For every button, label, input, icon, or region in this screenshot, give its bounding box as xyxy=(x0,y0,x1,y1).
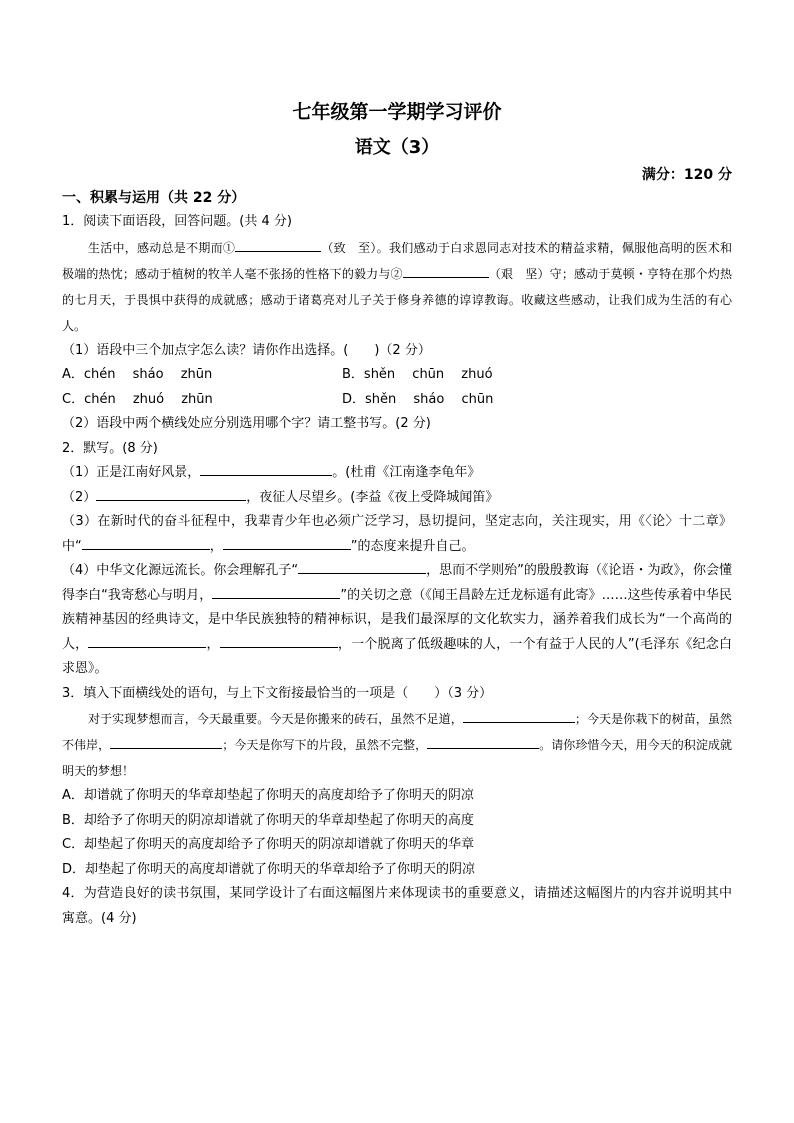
q1-option-c[interactable]: C．chén zhuó zhūn xyxy=(62,391,213,407)
exam-page xyxy=(62,100,732,931)
q1-passage-part1: 生活中，感动总是不期而① xyxy=(88,240,236,255)
q2-item-3-end: ”的态度来提升自己。 xyxy=(350,538,475,554)
q2-item-3-sep: ， xyxy=(209,538,223,554)
q3-option-b[interactable]: B．却给予了你明天的阴凉却谱就了你明天的华章却垫起了你明天的高度 xyxy=(62,812,474,828)
q2-item-1 xyxy=(62,461,732,486)
q2-prompt: 2．默写。(8 分) xyxy=(62,440,158,456)
q2-blank-7[interactable] xyxy=(88,633,206,648)
q3-passage-part4: 。请你珍惜今天，用今天的积淀成就明天的梦想！ xyxy=(62,738,732,778)
full-score: 满分：120 分 xyxy=(641,167,732,183)
q2-item-4-end: ，一个脱离了低级趣味的人，一个有益于人民的人”(毛泽东《纪念白求恩》。 xyxy=(62,636,732,676)
q2-blank-6[interactable] xyxy=(212,584,340,599)
q3-option-d[interactable]: D．却垫起了你明天的高度却谱就了你明天的华章却给予了你明天的阴凉 xyxy=(62,861,476,877)
q2-item-2 xyxy=(62,486,732,511)
q3-blank-3[interactable] xyxy=(427,734,539,749)
q1-option-a[interactable]: A．chén sháo zhūn xyxy=(62,367,213,382)
q2-item-4-text-3: ”的关切之意（《闻王昌龄左迁龙标遥有此寄》……这些传承着中华民族精神基因的经典诗文，是中华民族独特的精神标识，是我们最深厚的文化软实力，涵养着我们成长为“一个高尚的人， xyxy=(62,587,732,652)
section-heading: 一、积累与运用（共 22 分） xyxy=(62,190,246,206)
q2-blank-8[interactable] xyxy=(220,633,338,648)
q4-prompt: 4．为营造良好的读书氛围，某同学设计了右面这幅图片来体现读书的重要意义，请描述这幅图片的内容并说明其中寓意。(4 分) xyxy=(62,886,732,926)
q2-item-4-text-2: ，思而不学则殆”的殷殷教诲（《论语・为政》，你会懂得李白“我寄愁心与明月， xyxy=(62,563,732,603)
q2-blank-2[interactable] xyxy=(96,486,246,501)
q2-item-4 xyxy=(62,559,732,682)
q1-passage-part2: （致 至）。我们感动于白求恩同志对技术的精益求精，佩服他高明的医术和极端的热忱；感动于植树的牧羊人毫不张扬的性格下的毅力与② xyxy=(62,240,732,281)
q1-option-b[interactable]: B．shěn chūn zhuó xyxy=(342,367,493,382)
q1-sub1: （1）语段中三个加点字怎么读？请你作出选择。( )（2 分） xyxy=(62,342,431,358)
q2-item-3 xyxy=(62,510,732,559)
q1-passage xyxy=(62,235,732,339)
q2-item-4-text: （4）中华文化源远流长。你会理解孔子“ xyxy=(62,563,299,578)
q2-blank-3[interactable] xyxy=(82,535,210,550)
q2-item-2-text: ，夜征人尽望乡。(李益《夜上受降城闻笛》 xyxy=(246,489,499,505)
q3-passage xyxy=(62,706,732,784)
q1-option-d[interactable]: D．shěn sháo chūn xyxy=(342,391,494,407)
q2-blank-1[interactable] xyxy=(200,461,332,476)
q1-sub2: （2）语段中两个横线处应分别选用哪个字？请工整书写。(2 分) xyxy=(62,416,431,431)
q3-prompt: 3．填入下面横线处的语句，与上下文衔接最恰当的一项是（ ）（3 分） xyxy=(62,685,493,701)
q2-blank-4[interactable] xyxy=(223,535,351,550)
q1-prompt: 1．阅读下面语段，回答问题。(共 4 分) xyxy=(62,214,292,229)
q3-passage-part2: ；今天是你栽下的树苗，虽然不伟岸， xyxy=(62,712,732,752)
q2-item-1-source: 。(杜甫《江南逢李龟年》 xyxy=(332,465,481,480)
q1-options-row-1 xyxy=(62,363,732,388)
q2-item-4-sep: ， xyxy=(206,636,220,652)
q3-option-c[interactable]: C．却垫起了你明天的高度却给予了你明天的阴凉却谱就了你明天的华章 xyxy=(62,837,475,852)
page-title: 七年级第一学期学习评价 xyxy=(292,101,502,123)
q2-item-2-num: （2） xyxy=(62,489,97,505)
q1-options-row-2 xyxy=(62,388,732,413)
q2-blank-5[interactable] xyxy=(298,559,426,574)
q1-blank-2[interactable] xyxy=(403,263,489,278)
q3-passage-part1: 对于实现梦想而言，今天最重要。今天是你搬来的砖石，虽然不足道， xyxy=(88,712,463,726)
q1-blank-1[interactable] xyxy=(235,237,321,252)
q3-blank-1[interactable] xyxy=(463,708,575,723)
page-subtitle: 语文（3） xyxy=(354,137,440,158)
q3-blank-2[interactable] xyxy=(110,734,222,749)
q2-item-1-text: （1）正是江南好风景， xyxy=(62,465,201,480)
q3-passage-part3: ；今天是你写下的片段，虽然不完整， xyxy=(222,738,428,752)
q1-passage-part3: （艰 坚）守；感动于莫顿・亨特在那个灼热的七月天，于畏惧中获得的成就感；感动于诸葛亮对儿子关于修身养德的谆谆教诲。收藏这些感动，让我们成为生活的有心人。 xyxy=(62,266,732,333)
q3-option-a[interactable]: A．却谱就了你明天的华章却垫起了你明天的高度却给予了你明天的阴凉 xyxy=(62,788,474,803)
q2-item-3-text: （3）在新时代的奋斗征程中，我辈青少年也必须广泛学习，恳切提问，坚定志向，关注现实，用《〈论〉十二章》中“ xyxy=(62,514,732,554)
